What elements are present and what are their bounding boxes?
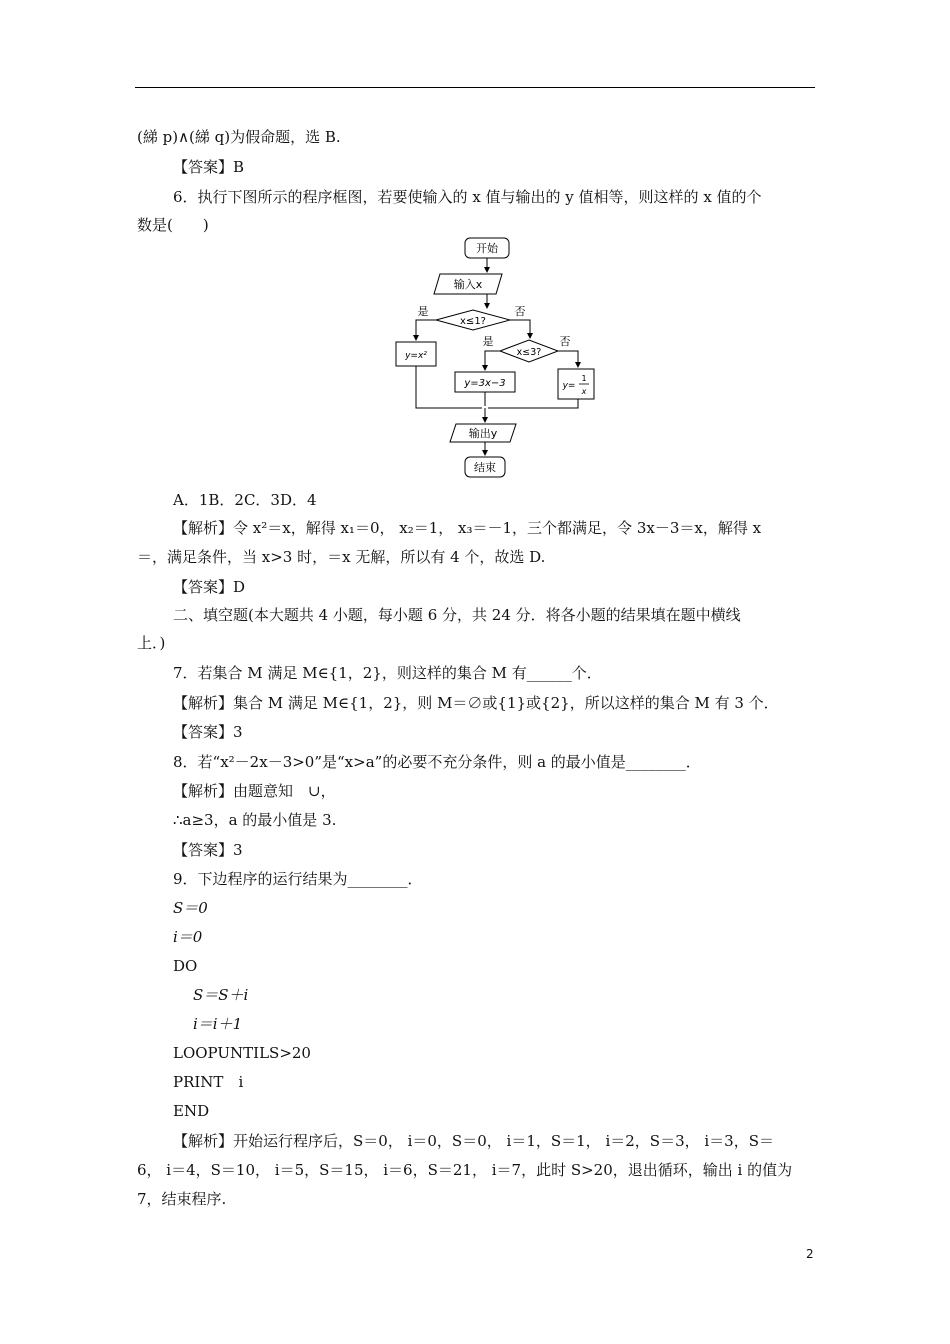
flow-yes-2: 是: [482, 335, 494, 348]
text-line: 7，结束程序.: [137, 1190, 227, 1208]
flow-no-2: 否: [559, 335, 571, 348]
code-line: LOOPUNTILS>20: [173, 1044, 311, 1062]
text-line: ∴a≥3，a 的最小值是 3.: [173, 811, 337, 829]
question-9: 9．下边程序的运行结果为________．: [173, 870, 423, 888]
flow-box3-left: y=: [562, 381, 576, 391]
header-rule: [135, 87, 815, 88]
text-line: ＝，满足条件，当 x>3 时，＝x 无解，所以有 4 个，故选 D.: [137, 548, 546, 566]
flow-box3-num: 1: [581, 374, 587, 383]
flow-yes-1: 是: [417, 305, 429, 318]
flow-no-1: 否: [514, 305, 526, 318]
analysis-line: 【解析】开始运行程序后，S＝0， i＝0，S＝0， i＝1，S＝1， i＝2，S＝3， i＝3，S＝: [173, 1132, 774, 1150]
flow-box2-label: y=3x−3: [464, 378, 506, 389]
question-6: 6．执行下图所示的程序框图，若要使输入的 x 值与输出的 y 值相等，则这样的 x 值的个: [173, 188, 762, 206]
flow-cond1-label: x≤1?: [460, 316, 486, 327]
text-line: 6， i＝4，S＝10， i＝5，S＝15， i＝6，S＝21， i＝7，此时 S>20，退出循环，输出 i 的值为: [137, 1161, 793, 1179]
text-line: (綈 p)∧(綈 q)为假命题，选 B.: [137, 128, 341, 146]
analysis-line: 【解析】由题意知 ∪，: [173, 782, 336, 800]
flow-box1-label: y=x²: [405, 351, 427, 361]
answer-line: 【答案】3: [173, 723, 243, 741]
flow-output-label: 输出y: [468, 427, 498, 440]
text-line: 数是( ): [137, 216, 209, 234]
flow-end-label: 结束: [474, 461, 496, 474]
flowchart: [388, 234, 598, 482]
answer-line: 【答案】B: [173, 158, 245, 176]
flow-box3-den: x: [581, 387, 587, 396]
code-line: i＝i＋1: [193, 1015, 243, 1033]
analysis-line: 【解析】令 x²＝x，解得 x₁＝0， x₂＝1， x₃＝－1，三个都满足，令 3x－3＝x，解得 x: [173, 519, 762, 537]
code-line: END: [173, 1102, 210, 1120]
code-line: S＝S＋i: [193, 986, 249, 1004]
code-line: S＝0: [173, 899, 208, 917]
answer-line: 【答案】3: [173, 841, 243, 859]
text-line: 上．): [137, 634, 166, 652]
code-line: i＝0: [173, 928, 203, 946]
flow-start-label: 开始: [476, 242, 498, 255]
code-line: PRINT i: [173, 1073, 244, 1091]
page-number: 2: [806, 1247, 814, 1261]
question-7: 7．若集合 M 满足 M∈{1，2}，则这样的集合 M 有______个．: [173, 664, 602, 682]
flow-input-label: 输入x: [453, 278, 483, 291]
section-heading: 二、填空题(本大题共 4 小题，每小题 6 分，共 24 分．将各小题的结果填在题中横线: [173, 606, 741, 624]
choices-line: A．1B．2C．3D．4: [173, 491, 317, 509]
question-8: 8．若“x²－2x－3>0”是“x>a”的必要不充分条件，则 a 的最小值是________．: [173, 753, 701, 771]
code-line: DO: [173, 957, 198, 975]
flow-cond2-label: x≤3?: [516, 347, 542, 358]
answer-line: 【答案】D: [173, 578, 246, 596]
analysis-line: 【解析】集合 M 满足 M∈{1，2}，则 M＝∅或{1}或{2}，所以这样的集合 M 有 3 个．: [173, 694, 779, 712]
